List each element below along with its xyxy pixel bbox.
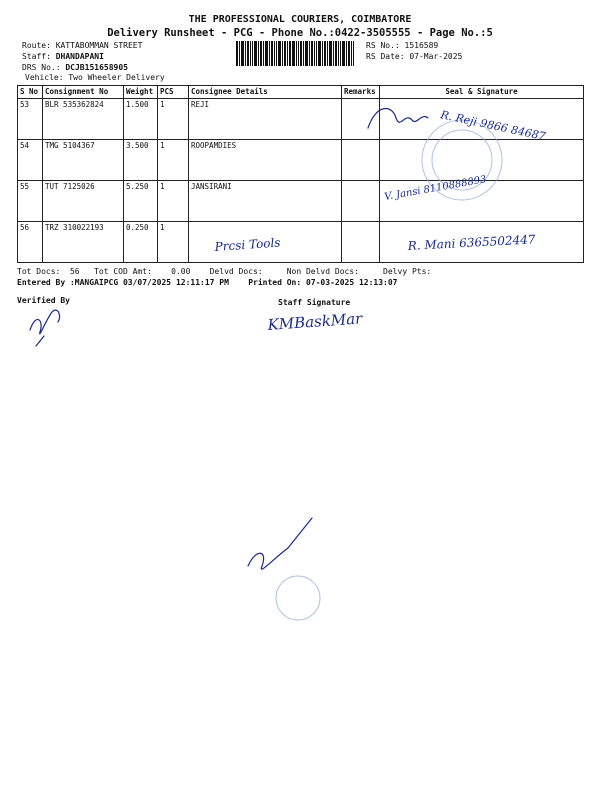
sig-text-row55: V. Jansi 8110888893 (383, 174, 488, 203)
verification-stamp (276, 576, 320, 620)
sig-text-row53: R. Reji 9866 84687 (439, 108, 547, 144)
bottom-signature (248, 518, 312, 569)
signature-row53 (368, 109, 428, 128)
cell-weight: 1.500 (124, 99, 158, 140)
cell-weight: 0.250 (124, 222, 158, 263)
vehicle-line: Vehicle: Two Wheeler Delivery (25, 73, 165, 82)
staff-label: Staff: (22, 52, 51, 61)
cell-pcs: 1 (158, 99, 189, 140)
staff-signature-label: Staff Signature (278, 298, 351, 307)
staff-value: DHANDAPANI (55, 52, 104, 61)
sig-text-row56: R. Mani 6365502447 (407, 232, 536, 253)
cell-consignment: TUT 7125026 (43, 181, 124, 222)
company-title: THE PROFESSIONAL COURIERS, COIMBATORE (188, 14, 412, 25)
cell-weight: 3.500 (124, 140, 158, 181)
cell-consignment: TRZ 310022193 (43, 222, 124, 263)
col-pcs: PCS (158, 86, 189, 99)
cell-pcs: 1 (158, 140, 189, 181)
cell-sno: 55 (18, 181, 43, 222)
totals-text: Tot Docs: 56 Tot COD Amt: 0.00 Delvd Docs: Non Delvd Docs: Delvy Pts: (17, 267, 432, 276)
drs-label: DRS No.: (22, 63, 61, 72)
cell-sno: 56 (18, 222, 43, 263)
col-sno: S No (18, 86, 43, 99)
entered-by-text: Entered By :MANGAIPCG 03/07/2025 12:11:17 PM Printed On: 07-03-2025 12:13:07 (17, 278, 398, 287)
totals-line (17, 266, 431, 277)
col-seal-signature: Seal & Signature (380, 86, 584, 99)
cell-consignment: TMG 5104367 (43, 140, 124, 181)
cell-consignee: JANSIRANI (189, 181, 342, 222)
cell-sno: 53 (18, 99, 43, 140)
col-remarks: Remarks (342, 86, 380, 99)
cell-consignment: BLR 535362824 (43, 99, 124, 140)
cell-pcs: 1 (158, 181, 189, 222)
drs-value: DCJB151658905 (65, 63, 128, 72)
cell-consignee: REJI (189, 99, 342, 140)
rs-number: RS No.: 1516589 (366, 41, 439, 50)
col-consignment: Consignment No (43, 86, 124, 99)
consignee-text-row56: Prcsi Tools (214, 235, 281, 254)
cell-consignee: ROOPAMDIES (189, 140, 342, 181)
cell-weight: 5.250 (124, 181, 158, 222)
rs-date: RS Date: 07-Mar-2025 (366, 52, 463, 61)
entered-by-line (17, 277, 398, 288)
staff-signature-text: KMBaskMar (267, 309, 363, 334)
runsheet-subtitle: Delivery Runsheet - PCG - Phone No.:0422-3505555 - Page No.:5 (107, 27, 493, 39)
verified-by-signature (30, 310, 60, 346)
col-weight: Weight (124, 86, 158, 99)
cell-sno: 54 (18, 140, 43, 181)
col-consignee: Consignee Details (189, 86, 342, 99)
route-line: Route: KATTABOMMAN STREET (22, 41, 143, 50)
cell-pcs: 1 (158, 222, 189, 263)
verified-by-label: Verified By (17, 296, 70, 305)
